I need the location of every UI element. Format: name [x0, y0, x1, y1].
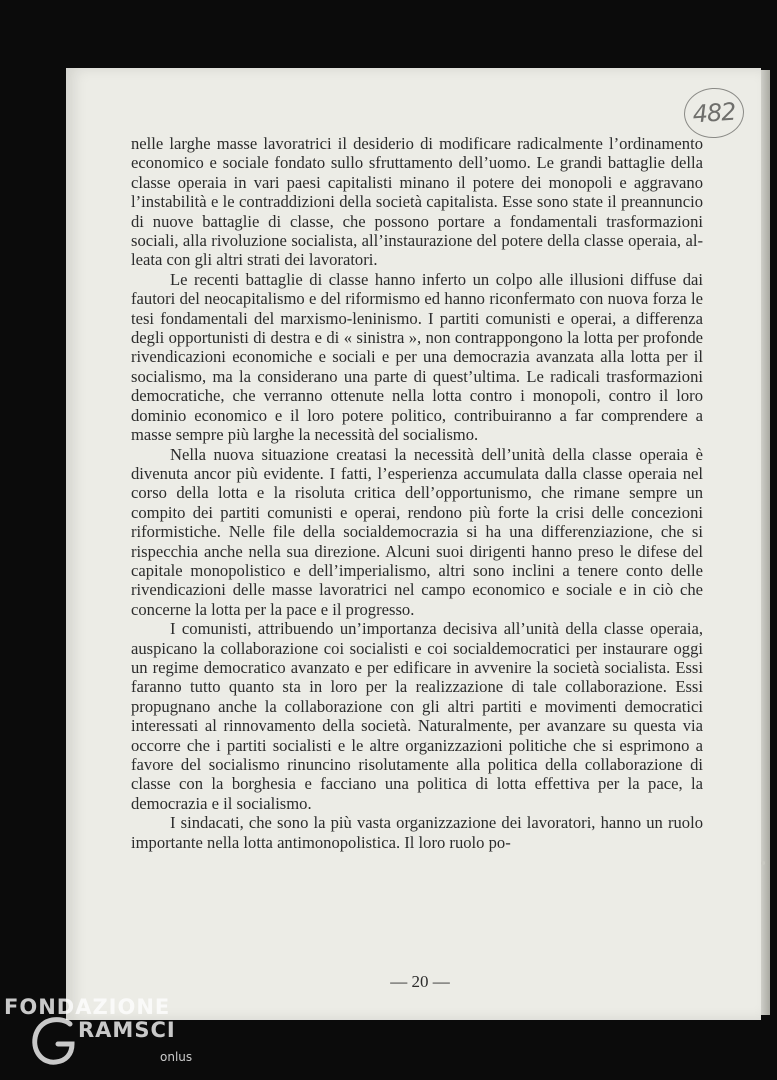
handwritten-page-annotation: 482 — [682, 86, 745, 140]
watermark-line3: onlus — [160, 1050, 193, 1064]
paragraph-2: Le recenti battaglie di classe hanno inferto un colpo alle illusioni diffuse dai fautori del neocapitalismo e del riformismo ed hanno riconfermato con nuova forza le tesi fondamentali del marxismo-leninismo. I partiti comunisti e operai, a differenza degli opportunisti di destra e di « sinistra », non contrappongono la lotta per profonde rivendicazioni economiche e sociali e per una democrazia avanzata alla lotta per il socialismo, ma la considerano una parte di quest’ultima. Le radicali trasformazioni democratiche, che verranno ottenute nella lotta contro i monopoli, contro il loro dominio economico e il loro potere politico, contribuiranno a far comprendere a masse sempre più larghe la necessità del socialismo. — [131, 269, 703, 445]
watermark-line2: RAMSCI — [78, 1018, 176, 1042]
paragraph-1: nelle larghe masse lavoratrici il desiderio di modificare radicalmente l’ordinamento economico e sociale fondato sullo sfruttamento dell’uomo. Le grandi battaglie della classe operaia in vari paesi capitalisti minano il potere dei monopoli e aggravano l’instabilità e le contraddizioni della società capitalista. Esse sono state il preannuncio di nuove battaglie di classe, che possono portare a fondamentali trasformazioni sociali, alla rivoluzione socialista, all’instaurazione del potere della classe operaia, alleata con gli altri strati dei lavoratori. — [131, 134, 703, 270]
page-speck — [761, 861, 765, 865]
body-text — [131, 134, 703, 852]
paragraph-3: Nella nuova situazione creatasi la necessità dell’unità della classe operaia è divenuta ancor più evidente. I fatti, l’esperienza accumulata dalla classe operaia nel corso della lotta e la risoluta critica dell’opportunismo, che rimane sempre un compito dei partiti comunisti e operai, rendono più forte la crisi delle concezioni riformistiche. Nelle file della socialdemocrazia si ha una differenziazione, che si rispecchia anche nella sua direzione. Alcuni suoi dirigenti hanno preso le difese del capitale monopolistico e dell’imperialismo, altri sono inclini a tenere conto delle rivendicazioni delle masse lavoratrici nel campo economico e sociale e in ciò che concerne la lotta per la pace e il progresso. — [131, 444, 703, 619]
paragraph-5: I sindacati, che sono la più vasta organizzazione dei lavoratori, hanno un ruolo importante nella lotta antimonopolistica. Il loro ruolo po- — [131, 813, 703, 852]
page-number: — 20 — — [390, 972, 450, 991]
watermark-line1: FONDAZIONE — [4, 995, 171, 1019]
watermark-logo — [4, 992, 204, 1078]
watermark-g-icon — [30, 1014, 80, 1070]
page-edge — [761, 70, 770, 1015]
paragraph-4: I comunisti, attribuendo un’importanza decisiva all’unità della classe operaia, auspicano la collaborazione coi socialisti e coi socialdemocratici per instaurare oggi un regime democratico avanzato e per edificare in avvenire la società socialista. Essi faranno tutto quanto sta in loro per la realizzazione di tale collaborazione. Essi propugnano anche la collaborazione con gli altri partiti e movimenti democratici interessati al rinnovamento della società. Naturalmente, per avanzare su questa via occorre che i partiti socialisti e le altre organizzazioni politiche che si esprimono a favore del socialismo rinuncino risolutamente alla politica della collaborazione di classe con la borghesia e facciano una politica di lotta effettiva per la pace, la democrazia e il socialismo. — [131, 619, 703, 813]
